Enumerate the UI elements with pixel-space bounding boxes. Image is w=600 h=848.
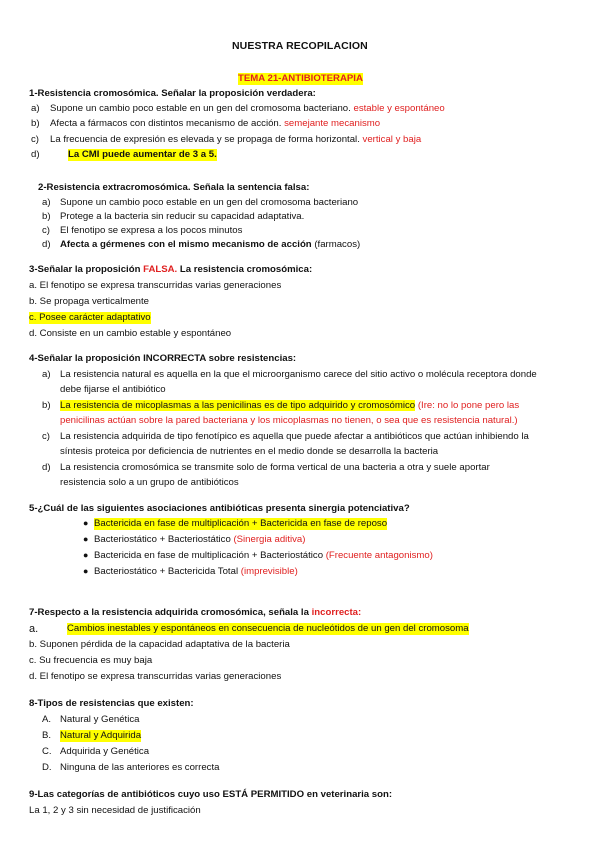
q4-option-c-label: c) xyxy=(42,431,50,442)
q1-option-b-note: semejante mecanismo xyxy=(284,118,381,129)
q3-option-a: a. El fenotipo se expresa transcurridas varias generaciones xyxy=(29,280,282,291)
q2-option-c: El fenotipo se expresa a los pocos minutos xyxy=(60,225,243,236)
q7-option-a-label: a. xyxy=(29,623,39,635)
q4-option-c: La resistencia adquirida de tipo fenotípico es aquella que puede afectar a antibióticos que actúan inhibiendo la xyxy=(60,431,529,442)
q1-option-c: La frecuencia de expresión es elevada y se propaga de forma horizontal. vertical y baja xyxy=(50,134,422,145)
q8-option-a-label: A. xyxy=(42,714,52,725)
q2-option-a-label: a) xyxy=(42,197,51,208)
q2-option-b-label: b) xyxy=(42,211,51,222)
q2-option-a: Supone un cambio poco estable en un gen del cromosoma bacteriano xyxy=(60,197,359,208)
question-9-heading: 9-Las categorías de antibióticos cuyo uso ESTÁ PERMITIDO en veterinaria son: xyxy=(29,789,393,800)
section-heading: TEMA 21-ANTIBIOTERAPIA xyxy=(238,73,363,84)
q4-option-d-label: d) xyxy=(42,462,51,473)
q5-option-3: Bactericida en fase de multiplicación + Bacteriostático (Frecuente antagonismo) xyxy=(94,550,433,561)
q4-option-b-note: penicilinas actúan sobre la pared bacteriana y los micoplasmas no tienen, o sea que es resistencia natural.) xyxy=(60,415,518,426)
q4-option-c-cont: síntesis proteica por deficiencia de nutrientes en el medio donde se desarrolla la bacteria xyxy=(60,446,439,457)
q5-option-1-answer: Bactericida en fase de multiplicación + Bactericida en fase de reposo xyxy=(94,518,388,529)
q8-option-d: Ninguna de las anteriores es correcta xyxy=(60,762,220,773)
question-1-heading: 1-Resistencia cromosómica. Señalar la proposición verdadera: xyxy=(29,88,316,99)
q4-option-d-cont: resistencia solo a un grupo de antibióticos xyxy=(60,477,239,488)
q4-option-a-cont: debe fijarse el antibiótico xyxy=(60,384,166,395)
bullet-icon: ● xyxy=(83,534,89,544)
bullet-icon: ● xyxy=(83,518,89,528)
q7-option-d: d. El fenotipo se expresa transcurridas varias generaciones xyxy=(29,671,282,682)
q1-option-d-answer: La CMI puede aumentar de 3 a 5. xyxy=(68,149,217,160)
q4-option-a: La resistencia natural es aquella en la que el microorganismo carece del sitio activo o molécula receptora donde xyxy=(60,369,537,380)
q9-answer: La 1, 2 y 3 sin necesidad de justificación xyxy=(29,805,201,816)
q1-option-a: Supone un cambio poco estable en un gen del cromosoma bacteriano. estable y espontáneo xyxy=(50,103,445,114)
q1-option-c-label: c) xyxy=(31,134,39,145)
q3-option-c-answer: c. Posee carácter adaptativo xyxy=(29,312,151,323)
q3-option-b: b. Se propaga verticalmente xyxy=(29,296,149,307)
q4-option-a-label: a) xyxy=(42,369,51,380)
q5-option-2: Bacteriostático + Bacteriostático (Sinergia aditiva) xyxy=(94,534,306,545)
q8-option-c-label: C. xyxy=(42,746,52,757)
question-8-heading: 8-Tipos de resistencias que existen: xyxy=(29,698,194,709)
q2-option-b: Protege a la bacteria sin reducir su capacidad adaptativa. xyxy=(60,211,305,222)
bullet-icon: ● xyxy=(83,566,89,576)
q4-option-b-label: b) xyxy=(42,400,51,411)
q1-option-d-label: d) xyxy=(31,149,40,160)
q3-option-d: d. Consiste en un cambio estable y espontáneo xyxy=(29,328,232,339)
q8-option-b-answer: Natural y Adquirida xyxy=(60,730,142,741)
q4-option-b-answer: La resistencia de micoplasmas a las penicilinas es de tipo adquirido y cromosómico (Ire: no lo pone pero las xyxy=(60,400,520,411)
q7-option-c: c. Su frecuencia es muy baja xyxy=(29,655,153,666)
q8-option-d-label: D. xyxy=(42,762,52,773)
q1-option-a-note: estable y espontáneo xyxy=(353,103,445,114)
bullet-icon: ● xyxy=(83,550,89,560)
q1-option-a-label: a) xyxy=(31,103,40,114)
q2-option-c-label: c) xyxy=(42,225,50,236)
q8-option-c: Adquirida y Genética xyxy=(60,746,150,757)
q4-option-d: La resistencia cromosómica se transmite solo de forma vertical de una bacteria a otra y suele aportar xyxy=(60,462,490,473)
q8-option-a: Natural y Genética xyxy=(60,714,140,725)
q1-option-c-note: vertical y baja xyxy=(362,134,422,145)
question-4-heading: 4-Señalar la proposición INCORRECTA sobre resistencias: xyxy=(29,353,297,364)
q1-option-b-label: b) xyxy=(31,118,40,129)
q2-option-d-label: d) xyxy=(42,239,51,250)
page-title: NUESTRA RECOPILACION xyxy=(232,40,368,52)
q7-option-b: b. Suponen pérdida de la capacidad adaptativa de la bacteria xyxy=(29,639,290,650)
q1-option-b: Afecta a fármacos con distintos mecanismo de acción. semejante mecanismo xyxy=(50,118,381,129)
question-7-heading: 7-Respecto a la resistencia adquirida cromosómica, señala la incorrecta: xyxy=(29,607,362,618)
q5-option-4: Bacteriostático + Bactericida Total (imprevisible) xyxy=(94,566,298,577)
q8-option-b-label: B. xyxy=(42,730,52,741)
q7-option-a-answer: Cambios inestables y espontáneos en consecuencia de nucleótidos de un gen del cromosoma xyxy=(67,623,469,634)
question-3-heading: 3-Señalar la proposición FALSA. La resistencia cromosómica: xyxy=(29,264,313,275)
question-2-heading: 2-Resistencia extracromosómica. Señala la sentencia falsa: xyxy=(38,182,310,193)
question-5-heading: 5-¿Cuál de las siguientes asociaciones antibióticas presenta sinergia potenciativa? xyxy=(29,503,410,514)
q2-option-d: Afecta a gérmenes con el mismo mecanismo de acción (farmacos) xyxy=(60,239,361,250)
